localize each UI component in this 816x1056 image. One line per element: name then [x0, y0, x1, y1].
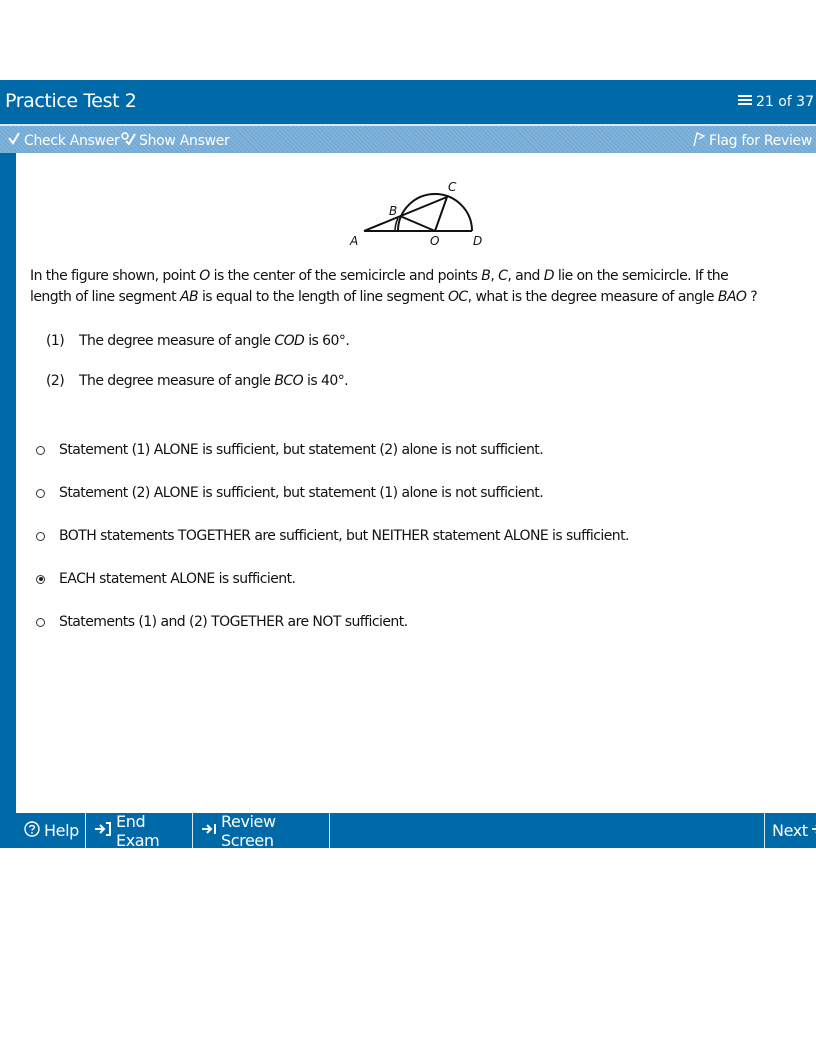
answer-option-e[interactable]	[36, 614, 408, 630]
right-arrow-icon	[812, 821, 816, 840]
answer-option-label: Statement (2) ALONE is sufficient, but statement (1) alone is not sufficient.	[59, 485, 544, 501]
exit-arrow-icon	[94, 821, 112, 841]
statement-number: (1)	[46, 333, 65, 349]
statement-angle: COD	[274, 333, 305, 349]
radio-button-selected[interactable]	[36, 575, 45, 584]
next-label: Next	[772, 821, 808, 840]
show-answer-button[interactable]	[120, 131, 230, 150]
review-screen-label: Review Screen	[221, 811, 276, 850]
stem-text: lie on the semicircle. If the length of line segment	[30, 268, 729, 305]
statement-text: The degree measure of angle	[79, 373, 275, 389]
check-answer-button[interactable]	[7, 131, 119, 150]
review-screen-button[interactable]	[193, 813, 330, 848]
question-content	[16, 153, 816, 813]
statement-2	[46, 373, 348, 389]
exam-window	[0, 80, 816, 848]
answer-option-a[interactable]	[36, 442, 543, 458]
label-B: B	[389, 204, 398, 218]
answer-option-d[interactable]	[36, 571, 295, 587]
statement-1	[46, 333, 349, 349]
stem-var: B	[481, 268, 491, 284]
stem-var: O	[199, 268, 210, 284]
label-D: D	[473, 234, 483, 248]
answer-option-label: Statements (1) and (2) TOGETHER are NOT sufficient.	[59, 614, 408, 630]
flag-for-review-button[interactable]	[692, 131, 812, 151]
statement-text: is 40°.	[303, 373, 349, 389]
question-counter	[737, 94, 814, 110]
stem-text: In the figure shown, point	[30, 268, 200, 284]
flag-for-review-label: Flag for Review	[708, 133, 812, 149]
stem-text: is the center of the semicircle and points	[209, 268, 482, 284]
stem-text: ?	[746, 289, 758, 305]
segment-AC	[364, 197, 447, 231]
bottom-navigation-bar	[16, 813, 816, 848]
answer-option-label: EACH statement ALONE is sufficient.	[59, 571, 296, 587]
stack-icon	[737, 94, 753, 110]
check-answer-label: Check Answer	[24, 132, 120, 149]
stem-var: AB	[179, 289, 199, 305]
answer-option-label: BOTH statements TOGETHER are sufficient, but NEITHER statement ALONE is sufficient.	[59, 528, 629, 544]
answer-option-c[interactable]	[36, 528, 629, 544]
stem-var: OC	[447, 289, 468, 305]
title-bar	[0, 80, 816, 126]
flag-icon	[692, 131, 706, 151]
stem-var: BAO	[717, 289, 747, 305]
next-button[interactable]	[764, 813, 816, 848]
stem-var: C	[498, 268, 508, 284]
help-button[interactable]	[16, 813, 86, 848]
check-icon	[7, 131, 21, 150]
stem-text: , and	[507, 268, 544, 284]
radio-button[interactable]	[36, 489, 45, 498]
statement-text: The degree measure of angle	[79, 333, 275, 349]
segment-BO	[400, 216, 435, 231]
question-stem	[30, 266, 770, 308]
left-sidebar-strip	[0, 153, 16, 848]
end-exam-button[interactable]	[86, 813, 193, 848]
label-O: O	[430, 234, 440, 248]
stem-text: , what is the degree measure of angle	[467, 289, 718, 305]
show-answer-label: Show Answer	[139, 132, 230, 149]
question-circle-icon	[24, 821, 40, 841]
exam-title: Practice Test 2	[5, 90, 137, 112]
statement-number: (2)	[46, 373, 65, 389]
arrow-to-bar-icon	[201, 821, 217, 841]
show-answer-icon	[120, 131, 136, 150]
stem-text: is equal to the length of line segment	[198, 289, 448, 305]
stem-var: D	[543, 268, 554, 284]
answer-option-label: Statement (1) ALONE is sufficient, but statement (2) alone is not sufficient.	[59, 442, 544, 458]
radio-button[interactable]	[36, 618, 45, 627]
question-counter-text: 21 of 37	[755, 94, 814, 110]
label-A: A	[350, 234, 359, 248]
radio-button[interactable]	[36, 446, 45, 455]
answer-option-b[interactable]	[36, 485, 543, 501]
toolbar	[0, 126, 816, 153]
stem-text: ,	[490, 268, 499, 284]
statement-text: is 60°.	[304, 333, 350, 349]
radio-button[interactable]	[36, 532, 45, 541]
label-C: C	[448, 180, 457, 194]
semicircle-figure	[344, 171, 504, 256]
statement-angle: BCO	[274, 373, 304, 389]
help-label: Help	[44, 821, 79, 840]
end-exam-label: End Exam	[116, 811, 160, 850]
